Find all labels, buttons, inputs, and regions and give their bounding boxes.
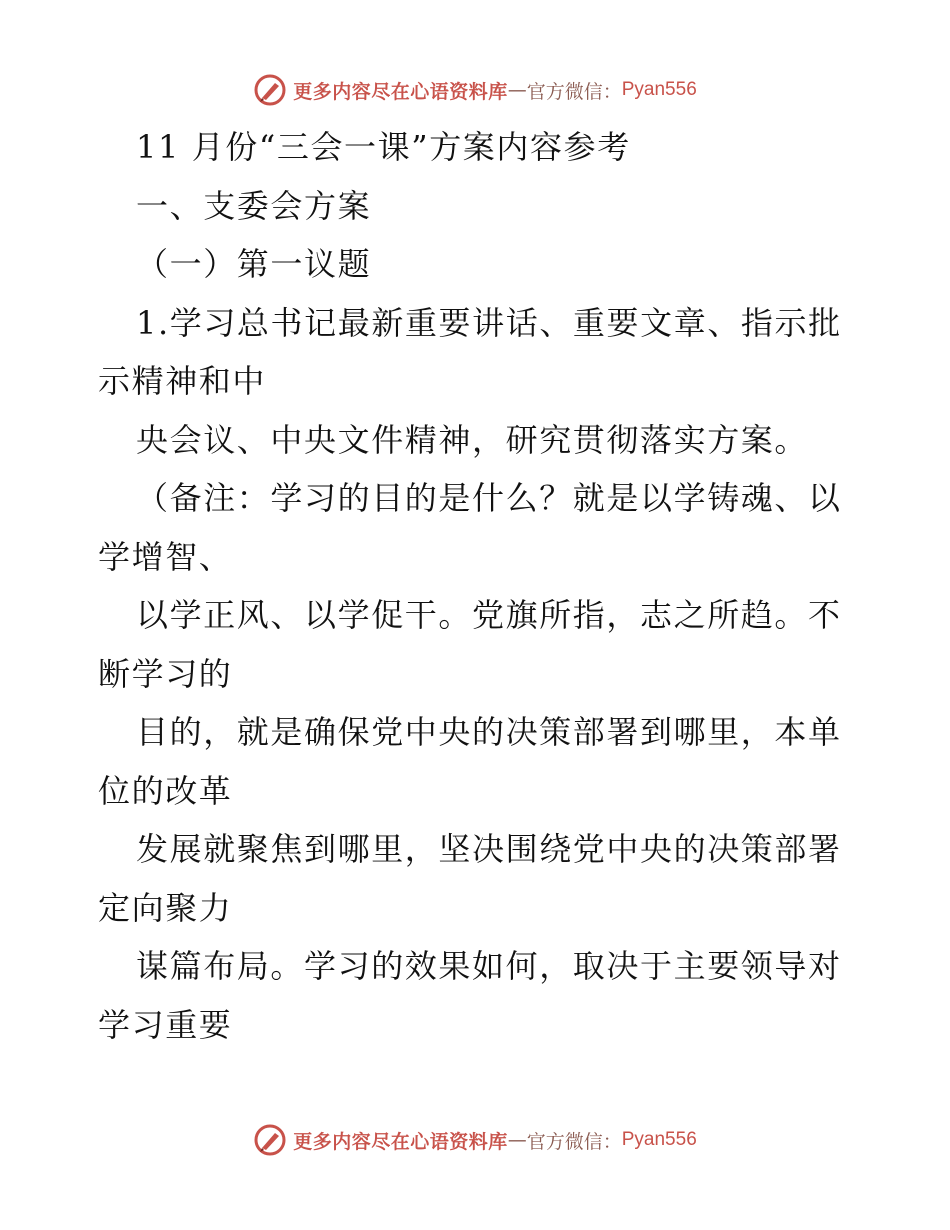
watermark-wechat-id: Pyan556 bbox=[621, 79, 697, 100]
paragraph-line: 示精神和中 bbox=[98, 362, 267, 400]
section-heading: 一、支委会方案 bbox=[136, 186, 372, 225]
watermark-footer bbox=[0, 1120, 950, 1160]
paragraph-line: 1.学习总书记最新重要讲话、重要文章、指示批 bbox=[136, 303, 842, 342]
watermark-site-text: 更多内容尽在心语资料库 bbox=[293, 1130, 508, 1153]
document-title: 11 月份“三会一课”方案内容参考 bbox=[136, 128, 631, 166]
paragraph-line: 断学习的 bbox=[98, 654, 233, 693]
paragraph-line: 目的，就是确保党中央的决策部署到哪里，本单 bbox=[136, 713, 842, 751]
watermark-wechat-label: 官方微信： bbox=[526, 80, 622, 103]
paragraph-line: 学习重要 bbox=[98, 1005, 233, 1044]
document-body bbox=[98, 118, 858, 1054]
paragraph-line: 央会议、中央文件精神，研究贯彻落实方案。 bbox=[136, 420, 809, 459]
watermark-separator: — bbox=[507, 79, 527, 101]
subsection-heading: （一）第一议题 bbox=[136, 245, 372, 283]
paragraph-line: 以学正风、以学促干。党旗所指，志之所趋。不 bbox=[136, 596, 842, 634]
watermark-wechat-id: Pyan556 bbox=[621, 1129, 697, 1150]
watermark-separator: — bbox=[507, 1129, 527, 1151]
paragraph-line: 位的改革 bbox=[98, 771, 233, 810]
pen-logo-icon bbox=[253, 1123, 287, 1157]
watermark-site-text: 更多内容尽在心语资料库 bbox=[293, 80, 508, 103]
pen-logo-icon bbox=[253, 73, 287, 107]
paragraph-line: 谋篇布局。学习的效果如何，取决于主要领导对 bbox=[136, 947, 842, 985]
paragraph-line: （备注：学习的目的是什么？就是以学铸魂、以 bbox=[136, 479, 842, 517]
paragraph-line: 学增智、 bbox=[98, 537, 233, 576]
paragraph-line: 发展就聚焦到哪里，坚决围绕党中央的决策部署 bbox=[136, 830, 842, 868]
watermark-header bbox=[0, 70, 950, 110]
paragraph-line: 定向聚力 bbox=[98, 888, 233, 927]
watermark-wechat-label: 官方微信： bbox=[526, 1130, 622, 1153]
